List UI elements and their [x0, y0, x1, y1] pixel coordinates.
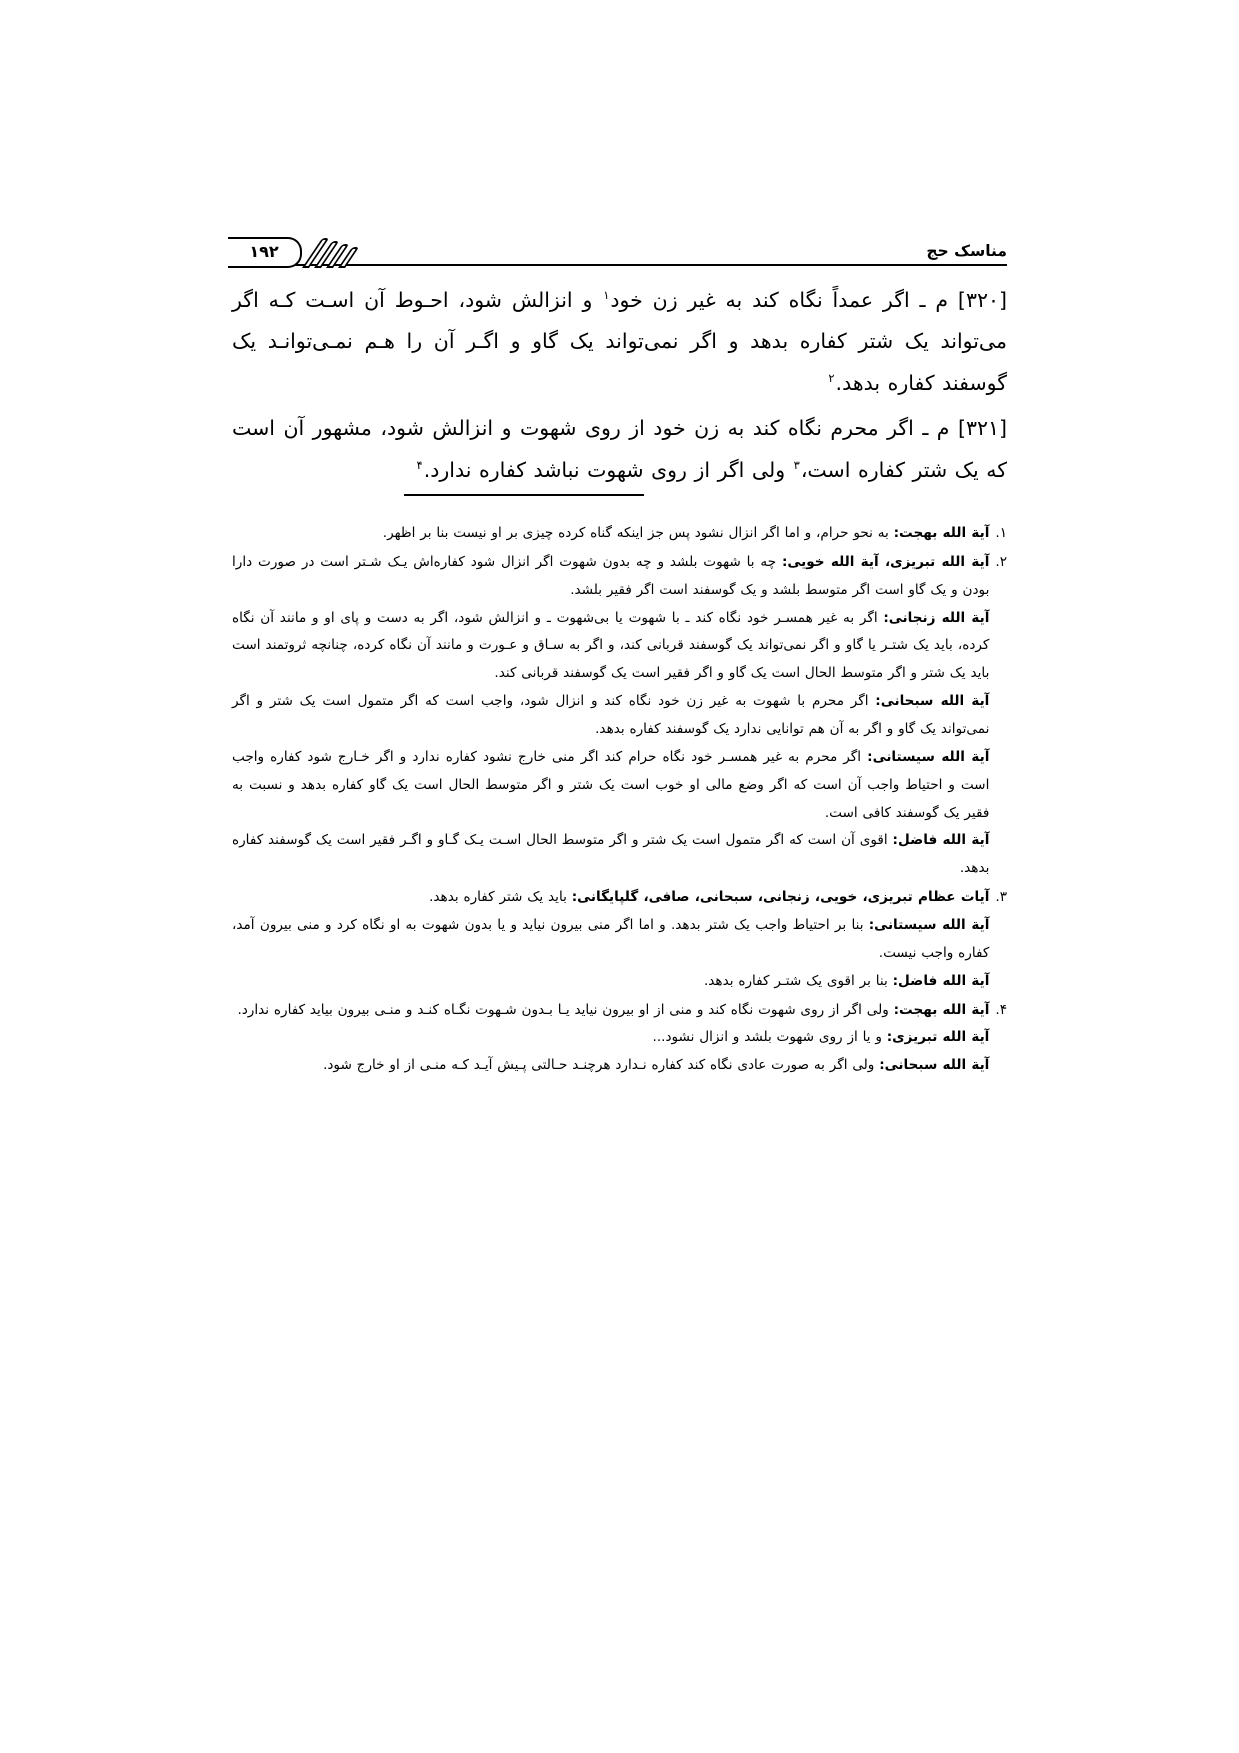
authority-name: آیة الله سیستانی: [868, 917, 990, 934]
footnote-marker: ۱. [995, 525, 1007, 541]
main-body [232, 280, 1007, 491]
footnote-line [232, 1024, 989, 1052]
footnote-ref[interactable]: ۱ [603, 288, 610, 303]
ruling-paragraph [232, 280, 1007, 404]
ruling-paragraph [232, 408, 1007, 491]
footnote-line [232, 912, 989, 968]
footnote-ref[interactable]: ۴ [416, 457, 423, 472]
authority-opinion: اگر محرم با شهوت به غیر زن خود نگاه کند و انزال شود، واجب است که اگر متمول است یک شتر و اگر نمی‌تواند یک گاو و اگر به آن هم توانایی ندارد یک گوسفند کفاره بدهد. [232, 693, 990, 738]
footnote-item [232, 520, 1007, 548]
footnote-line [232, 605, 989, 689]
ruling-text-part-1: [۳۲۰] م ـ اگر عمداً نگاه کند به غیر زن خود [610, 288, 1007, 312]
authority-name: آیة الله بهجت: [893, 525, 990, 541]
page-header [232, 222, 1007, 266]
ruling-text-part-2: و انزالش شود، احـوط آن اسـت کـه اگر می‌تواند یک شتر کفاره بدهد و اگر نمی‌تواند یک گاو و اگـر آن را هـم نمـی‌توانـد یک گوسفند کفاره بدهد. [232, 288, 1007, 395]
footnote-body [232, 520, 989, 548]
authority-name: آیة الله سبحانی: [879, 1057, 990, 1074]
authority-opinion: به نحو حرام، و اما اگر انزال نشود پس جز اینکه گناه کرده چیزی بر او نیست بنا بر اظهر. [382, 525, 894, 541]
page-number-tag [228, 234, 360, 268]
footnote-line [232, 968, 989, 996]
footnote-item [232, 549, 1007, 883]
authority-opinion: ولی اگر از روی شهوت نگاه کند و منی از او بیرون نیاید یـا بـدون شـهوت نگـاه کنـد و منـی بیرون بیاید کفاره ندارد. [237, 1001, 894, 1018]
footnote-marker: ۴. [995, 1001, 1007, 1018]
authority-opinion: باید یک شتر کفاره بدهد. [429, 889, 572, 906]
authority-name: آیة الله زنجانی: [883, 609, 990, 626]
ruling-text-part-2: ولی اگر از روی شهوت نباشد کفاره ندارد. [423, 457, 793, 482]
authority-name: آیة الله بهجت: [893, 1001, 990, 1018]
footnote-body [232, 549, 989, 883]
footnote-line [232, 827, 989, 883]
footnote-line [232, 997, 989, 1025]
authority-opinion: اگر محرم به غیر همسـر خود نگاه حرام کند اگر منی خارج نشود کفاره ندارد و اگر خـارج شود کفاره واجب است و احتیاط واجب آن است که اگر وضع مالی او خوب است یک شتر و اگر متوسط الحال است یک گاو کفاره بدهد و نسبت به فقیر یک گوسفند کافی است. [232, 748, 990, 821]
authority-name: آیة الله تبریزی: [886, 1029, 990, 1046]
authority-name: آیة الله فاضل: [892, 972, 990, 989]
authority-opinion: چه با شهوت بلشد و چه بدون شهوت اگر انزال شود کفاره‌اش یـک شـتر است در صورت دارا بودن و یک گاو است اگر متوسط بلشد و یک گوسفند است اگر فقیر بلشد. [232, 553, 990, 598]
authority-opinion: اگر به غیر همسـر خود نگاه کند ـ با شهوت یا بی‌شهوت ـ و انزالش شود، اگر به دست و پای او و مانند آن نگاه کرده، باید یک شتـر یا گاو و اگر نمی‌تواند یک گوسفند قربانی کند، و اگر به سـاق و عـورت و مانند آن نگاه کرده، چنانچه ثروتمند است باید یک شتر و اگر متوسط الحال است یک گاو و اگر فقیر است یک گوسفند قربانی کند. [232, 609, 990, 682]
authority-opinion: بنا بر اقوی یک شتـر کفاره بدهد. [703, 972, 893, 989]
authority-opinion: اقوی آن است که اگر متمول است یک شتر و اگر متوسط الحال اسـت یـک گـاو و اگـر فقیر است یک گوسفند کفاره بدهد. [232, 832, 990, 877]
authority-name: آیة الله سبحانی: [875, 693, 990, 710]
footnote-item [232, 997, 1007, 1081]
authority-opinion: و یا از روی شهوت بلشد و انزال نشود... [652, 1029, 887, 1046]
footnote-body [232, 997, 989, 1081]
authority-opinion: ولی اگر به صورت عادی نگاه کند کفاره نـدارد هرچنـد حـالتی پـیش آیـد کـه منـی از او خارج شود. [323, 1057, 880, 1074]
page-number: ۱۹۲ [249, 241, 279, 261]
authority-name: آیة الله سیستانی: [867, 748, 990, 765]
footnote-marker: ۲. [995, 553, 1007, 570]
footnote-body [232, 884, 989, 995]
page-header-row [232, 222, 1007, 266]
page-number-box [228, 237, 302, 268]
authority-name: آیة الله فاضل: [892, 832, 990, 849]
footnote-line [232, 744, 989, 828]
authority-name: آیة الله تبریزی، آیة الله خویی: [781, 553, 990, 570]
footnote-ref[interactable]: ۳ [793, 457, 800, 472]
footnote-marker: ۳. [995, 889, 1007, 906]
authority-name: آیات عظام تبریزی، خویی، زنجانی، سبحانی، صافی، گلپایگانی: [571, 889, 990, 906]
footnote-line [232, 549, 989, 605]
footnote-line [232, 884, 989, 912]
authority-opinion: بنا بر احتیاط واجب یک شتر بدهد. و اما اگر منی بیرون نیاید و یا بدون شهوت به او نگاه کرد و منی بیرون آمد، کفاره واجب نیست. [232, 917, 990, 961]
footnote-separator [404, 494, 644, 496]
footnote-item [232, 884, 1007, 995]
footnote-ref[interactable]: ۲ [828, 370, 835, 385]
ruling-text-part-1: [۳۲۱] م ـ اگر محرم نگاه کند به زن خود از روی شهوت و انزالش شود، مشهور آن است که یک شتر کفاره است، [232, 416, 1007, 482]
footnotes-section [232, 520, 1007, 1081]
running-title: مناسک حج [926, 241, 1007, 260]
footnote-line [232, 520, 989, 548]
footnote-line [232, 688, 989, 744]
footnote-line [232, 1052, 989, 1080]
